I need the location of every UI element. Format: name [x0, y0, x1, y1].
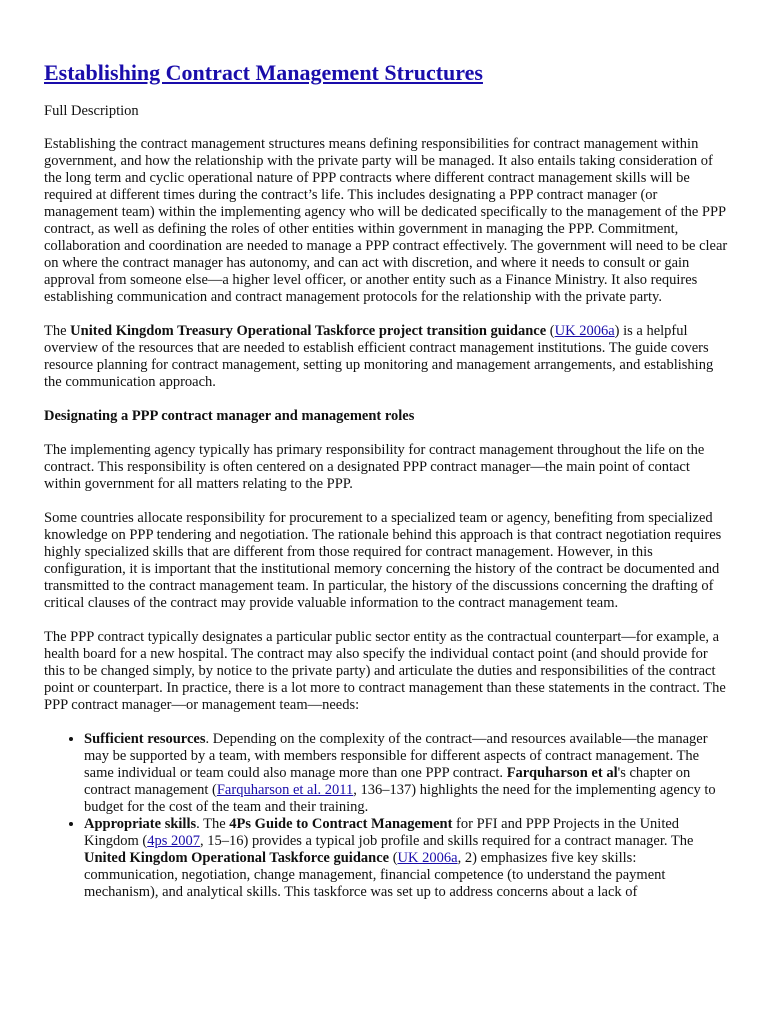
section-heading: Designating a PPP contract manager and management roles [44, 408, 415, 424]
bullet-text: for PFI and PPP Projects in the United Kingdom ( [84, 816, 680, 849]
needs-list [44, 731, 728, 901]
ppp-contract-paragraph: The PPP contract typically designates a particular public sector entity as the contractual counterpart—for example, a health board for a new hospital. The contract may also specify the individual contact point (and should provide for this to be changed simply, by notice to the private party) and articulate the duties and responsibilities of the contract point or counterpart. In practice, there is a lot more to contract management than these statements in the contract. The PPP contract manager—or management team—needs: [44, 629, 726, 713]
bullet-title: Sufficient resources [84, 731, 206, 747]
bullet-text: . Depending on the complexity of the contract—and resources available—the manager may be supported by a team, with members responsible for different aspects of contract management. The same individual or team could also manage more than one PPP contract. [84, 731, 708, 781]
list-item [84, 816, 728, 901]
uk-2006a-link[interactable]: UK 2006a [554, 323, 615, 339]
bullet-text: , 2) emphasizes five key skills: communication, negotiation, change management, financial competence (to understand the payment mechanism), and analytical skills. This taskforce was set up to address concerns about a lack of [84, 850, 666, 900]
intro-paragraph: Establishing the contract management structures means defining responsibilities for contract management within government, and how the relationship with the private party will be managed. It also entails taking consideration of the long term and cyclic operational nature of PPP contracts where different contract management skills will be required at different times during the contract’s life. This includes designating a PPP contract manager (or management team) within the implementing agency who will be dedicated specifically to the management of the PPP contract, as well as defining the roles of other entities within government in managing the PPP. Commitment, collaboration and coordination are needed to manage a PPP contract effectively. The government will need to be clear on where the contract manager has autonomy, and can act with discretion, and where it needs to consult or gain approval from someone else—a higher level officer, or another entity such as a Finance Ministry. It also requires establishing communication and contract management protocols for the relationship with the private party. [44, 136, 728, 305]
uk-guidance-title: United Kingdom Treasury Operational Taskforce project transition guidance [70, 323, 547, 339]
uk-guidance-paragraph [44, 323, 728, 391]
bullet-text: 's chapter on contract management ( [84, 765, 691, 798]
countries-paragraph: Some countries allocate responsibility for procurement to a specialized team or agency, benefiting from specialized knowledge on PPP tendering and negotiation. The rationale behind this approach is that contract negotiation requires highly specialized skills that are different from those required for contract management. However, in this configuration, it is important that the institutional memory concerning the history of the contract be documented and transmitted to the contract management team. In particular, the history of the discussions concerning the drafting of critical clauses of the contract may provide valuable information to the contract management team. [44, 510, 722, 611]
bullet-title: Appropriate skills [84, 816, 197, 832]
guidance-title: United Kingdom Operational Taskforce guidance [84, 850, 390, 866]
page-title[interactable]: Establishing Contract Management Structures [44, 60, 483, 85]
uk-2006a-link-2[interactable]: UK 2006a [397, 850, 458, 866]
document-body [44, 136, 728, 901]
uk-mid-text: ( [546, 323, 555, 339]
bullet-text: , 136–137) highlights the need for the implementing agency to budget for the cost of the team and their training. [84, 782, 716, 815]
author-name: Farquharson et al [506, 765, 618, 781]
list-item [84, 731, 728, 816]
guide-title: 4Ps Guide to Contract Management [229, 816, 453, 832]
bullet-text: ( [389, 850, 398, 866]
bullet-text: . The [196, 816, 230, 832]
implementing-agency-paragraph: The implementing agency typically has primary responsibility for contract management throughout the life on the contract. This responsibility is often centered on a designated PPP contract manager—the main point of contact within government for all matters relating to the PPP. [44, 442, 705, 492]
4ps-2007-link[interactable]: 4ps 2007 [147, 833, 201, 849]
uk-rest-text: ) is a helpful overview of the resources that are needed to establish efficient contract management institutions. The guide covers resource planning for contract management, setting up monitoring and management arrangements, and establishing the communication approach. [44, 323, 714, 390]
farquharson-link[interactable]: Farquharson et al. 2011 [216, 782, 354, 798]
bullet-text: , 15–16) provides a typical job profile and skills required for a contract manager. The [200, 833, 694, 849]
uk-lead-text: The [44, 323, 71, 339]
subtitle: Full Description [44, 103, 139, 119]
